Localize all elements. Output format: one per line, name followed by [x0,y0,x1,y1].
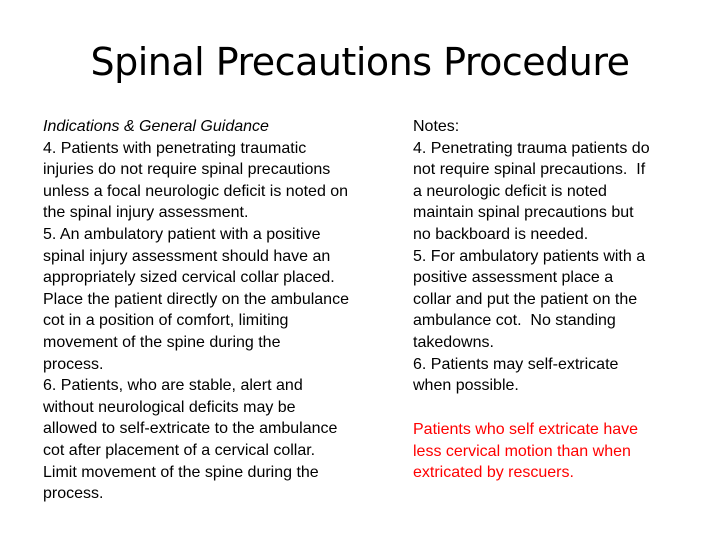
highlight-line: less cervical motion than when [413,442,631,460]
notes-line: 6. Patients may self-extricate [413,355,619,373]
notes-heading: Notes: [413,118,460,135]
indications-line: 6. Patients, who are stable, alert and [43,377,303,395]
indications-line: cot in a position of comfort, limiting [43,312,289,330]
indications-line: 4. Patients with penetrating traumatic [43,139,307,157]
notes-line: a neurologic deficit is noted [413,182,607,200]
indications-line: process. [43,485,104,503]
notes-line: not require spinal precautions. If [413,161,646,179]
indications-line: spinal injury assessment should have an [43,247,331,265]
self-extrication-note [413,419,703,484]
indications-heading: Indications & General Guidance [43,118,269,135]
indications-line: without neurological deficits may be [43,398,296,416]
notes-line: collar and put the patient on the [413,290,638,308]
indications-line: unless a focal neurologic deficit is noted on [43,182,349,200]
indications-column [43,116,393,505]
indications-line: Limit movement of the spine during the [43,463,319,481]
notes-line: ambulance cot. No standing [413,312,616,330]
notes-line: positive assessment place a [413,269,614,287]
indications-line: cot after placement of a cervical collar. [43,441,316,459]
indications-line: 5. An ambulatory patient with a positive [43,225,321,243]
notes-line: 4. Penetrating trauma patients do [413,139,650,157]
notes-column [413,116,693,397]
slide-title: Spinal Precautions Procedure [90,40,630,84]
notes-line: maintain spinal precautions but [413,204,634,222]
indications-line: process. [43,355,104,373]
indications-line: the spinal injury assessment. [43,204,249,222]
notes-line: when possible. [413,377,519,395]
highlight-line: Patients who self extricate have [413,421,639,438]
indications-line: Place the patient directly on the ambulance [43,290,349,308]
indications-line: allowed to self-extricate to the ambulance [43,420,338,438]
indications-line: injuries do not require spinal precautions [43,161,331,179]
indications-line: movement of the spine during the [43,333,281,351]
indications-line: appropriately sized cervical collar placed. [43,269,335,287]
highlight-line: extricated by rescuers. [413,464,574,482]
notes-line: takedowns. [413,333,494,351]
notes-line: 5. For ambulatory patients with a [413,247,646,265]
notes-line: no backboard is needed. [413,225,589,243]
